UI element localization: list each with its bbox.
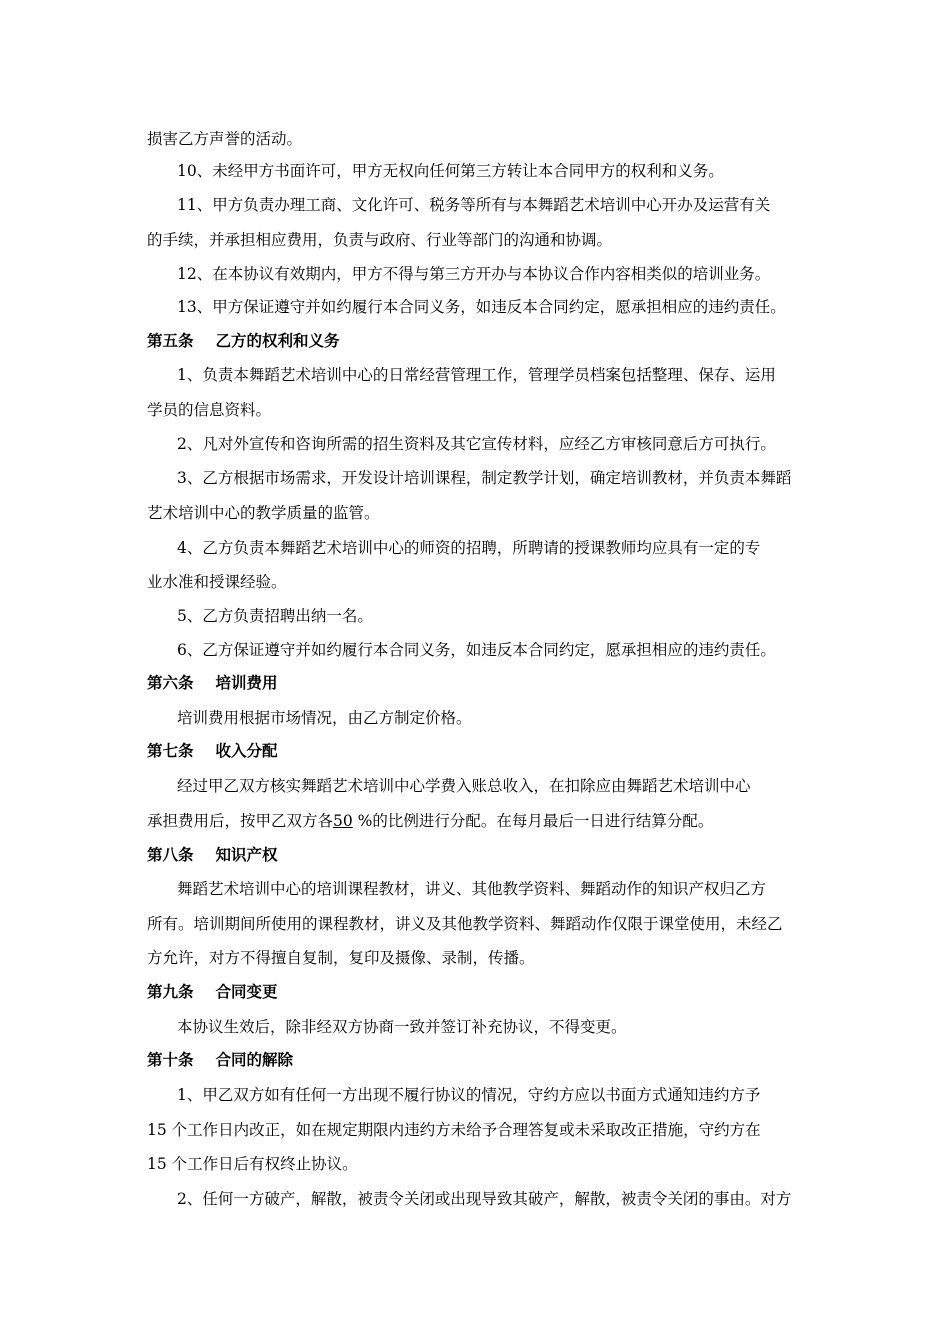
paragraph-line: 的手续，并承担相应费用，负责与政府、行业等部门的沟通和协调。 xyxy=(147,231,613,249)
paragraph-line: 艺术培训中心的教学质量的监管。 xyxy=(147,504,380,522)
paragraph-line: 1、负责本舞蹈艺术培训中心的日常经营管理工作，管理学员档案包括整理、保存、运用 xyxy=(177,366,776,384)
section-title: 合同变更 xyxy=(215,983,278,1001)
paragraph-line: 损害乙方声誉的活动。 xyxy=(147,130,303,148)
paragraph-line: 12、在本协议有效期内，甲方不得与第三方开办与本协议合作内容相类似的培训业务。 xyxy=(177,265,771,283)
section-heading xyxy=(147,330,807,352)
paragraph-line: 6、乙方保证遵守并如约履行本合同义务，如违反本合同约定，愿承担相应的违约责任。 xyxy=(177,641,776,659)
paragraph-line: 15 个工作日后有权终止协议。 xyxy=(147,1155,358,1173)
paragraph-line: 10、未经甲方书面许可，甲方无权向任何第三方转让本合同甲方的权利和义务。 xyxy=(177,162,724,180)
section-title: 知识产权 xyxy=(215,846,278,864)
percentage-value: 50 xyxy=(333,812,353,830)
paragraph-line: 方允许，对方不得擅自复制，复印及摄像、录制，传播。 xyxy=(147,949,535,967)
paragraph-line: 4、乙方负责本舞蹈艺术培训中心的师资的招聘，所聘请的授课教师均应具有一定的专 xyxy=(177,539,761,557)
paragraph-line: 业水准和授课经验。 xyxy=(147,573,287,591)
paragraph-line: 本协议生效后，除非经双方协商一致并签订补充协议，不得变更。 xyxy=(177,1018,627,1036)
paragraph-line xyxy=(147,810,807,832)
section-heading xyxy=(147,672,807,694)
section-title: 乙方的权利和义务 xyxy=(215,332,340,350)
paragraph-line: 11、甲方负责办理工商、文化许可、税务等所有与本舞蹈艺术培训中心开办及运营有关 xyxy=(177,196,771,214)
section-title: 培训费用 xyxy=(215,674,278,692)
section-heading xyxy=(147,981,807,1003)
paragraph-line: 培训费用根据市场情况，由乙方制定价格。 xyxy=(177,709,472,727)
text-fragment: %的比例进行分配。在每月最后一日进行结算分配。 xyxy=(352,812,714,830)
paragraph-line: 2、任何一方破产，解散，被责令关闭或出现导致其破产，解散，被责令关闭的事由。对方 xyxy=(177,1190,792,1208)
paragraph-line: 5、乙方负责招聘出纳一名。 xyxy=(177,607,373,625)
section-number: 第九条 xyxy=(147,983,194,1001)
paragraph-line: 经过甲乙双方核实舞蹈艺术培训中心学费入账总收入，在扣除应由舞蹈艺术培训中心 xyxy=(177,777,751,795)
paragraph-line: 舞蹈艺术培训中心的培训课程教材，讲义、其他教学资料、舞蹈动作的知识产权归乙方 xyxy=(177,880,767,898)
section-number: 第七条 xyxy=(147,742,194,760)
paragraph-line: 所有。培训期间所使用的课程教材，讲义及其他教学资料、舞蹈动作仅限于课堂使用，未经乙 xyxy=(147,915,783,933)
section-title: 收入分配 xyxy=(215,742,278,760)
paragraph-line: 2、凡对外宣传和咨询所需的招生资料及其它宣传材料，应经乙方审核同意后方可执行。 xyxy=(177,435,776,453)
section-number: 第十条 xyxy=(147,1051,194,1069)
section-number: 第五条 xyxy=(147,332,194,350)
section-number: 第六条 xyxy=(147,674,194,692)
text-fragment: 承担费用后，按甲乙双方各 xyxy=(147,812,334,830)
section-heading xyxy=(147,740,807,762)
section-title: 合同的解除 xyxy=(215,1051,294,1069)
paragraph-line: 3、乙方根据市场需求，开发设计培训课程，制定教学计划，确定培训教材，并负责本舞蹈 xyxy=(177,469,792,487)
paragraph-line: 1、甲乙双方如有任何一方出现不履行协议的情况，守约方应以书面方式通知违约方予 xyxy=(177,1086,761,1104)
section-number: 第八条 xyxy=(147,846,194,864)
paragraph-line: 学员的信息资料。 xyxy=(147,401,272,419)
paragraph-line: 15 个工作日内改正，如在规定期限内违约方未给予合理答复或未采取改正措施，守约方在 xyxy=(147,1121,761,1139)
section-heading xyxy=(147,844,807,866)
paragraph-line: 13、甲方保证遵守并如约履行本合同义务，如违反本合同约定，愿承担相应的违约责任。 xyxy=(177,298,786,316)
section-heading xyxy=(147,1049,807,1071)
